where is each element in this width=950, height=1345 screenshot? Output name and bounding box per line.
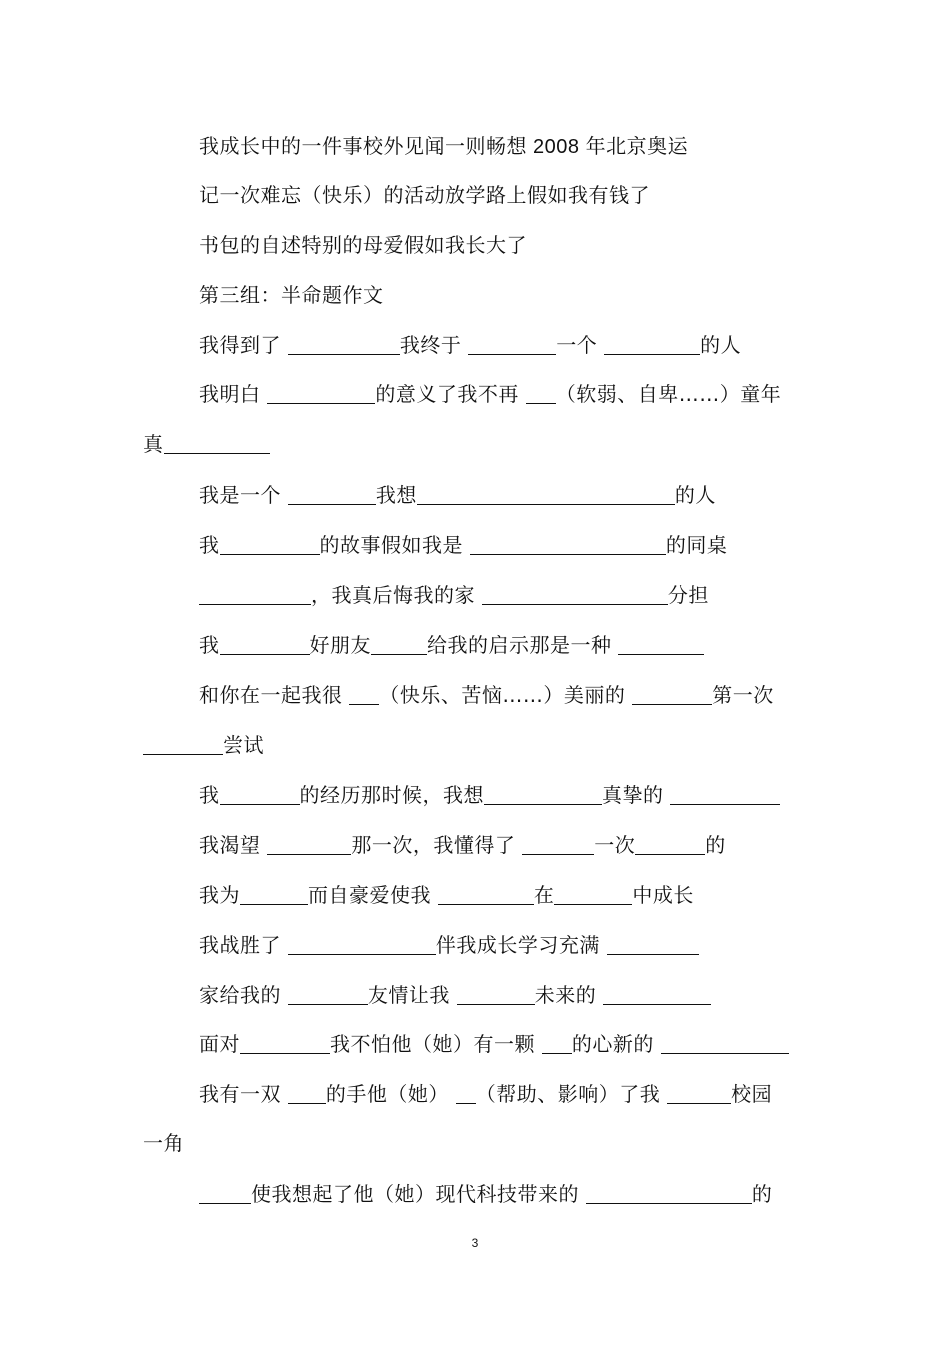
topic-line-2: 记一次难忘（快乐）的活动放学路上假如我有钱了 (199, 183, 650, 207)
fill-blank (542, 1033, 572, 1054)
fill-blank (143, 734, 223, 755)
prompt-line-9: 我渴望 那一次，我懂得了 一次 的 (199, 833, 726, 857)
prompt-line-7-cont: 尝试 (143, 731, 264, 759)
fill-blank (632, 684, 712, 705)
fill-blank (288, 334, 400, 355)
section-heading: 第三组：半命题作文 (199, 283, 384, 307)
prompt-line-7: 和你在一起我很 （快乐、苦恼……）美丽的 第一次 (199, 683, 774, 707)
fill-blank (484, 784, 602, 805)
fill-blank (456, 1083, 476, 1104)
fill-blank (661, 1033, 789, 1054)
prompt-line-4: 我 的故事假如我是 的同桌 (199, 533, 728, 557)
fill-blank (635, 834, 705, 855)
prompt-line-6: 我 好朋友 给我的启示那是一种 (199, 631, 704, 659)
fill-blank (267, 834, 351, 855)
fill-blank (482, 584, 668, 605)
fill-blank (604, 334, 700, 355)
fill-blank (603, 984, 711, 1005)
fill-blank (288, 984, 368, 1005)
fill-blank (667, 1083, 731, 1104)
fill-blank (457, 984, 535, 1005)
prompt-line-13: 面对 我不怕他（她）有一颗 的心新的 (199, 1030, 789, 1058)
prompt-line-3: 我是一个 我想 的人 (199, 483, 716, 507)
prompt-line-12: 家给我的 友情让我 未来的 (199, 981, 711, 1009)
fill-blank (554, 884, 632, 905)
fill-blank (288, 934, 436, 955)
fill-blank (526, 383, 556, 404)
fill-blank (288, 1083, 326, 1104)
fill-blank (220, 534, 320, 555)
fill-blank (349, 684, 379, 705)
prompt-line-5: ，我真后悔我的家 分担 (199, 581, 709, 609)
fill-blank (220, 634, 310, 655)
fill-blank (240, 884, 308, 905)
fill-blank (371, 634, 427, 655)
prompt-line-14-cont: 一角 (143, 1131, 184, 1155)
prompt-line-8: 我 的经历那时候，我想 真挚的 (199, 781, 780, 809)
fill-blank (240, 1033, 330, 1054)
prompt-line-14: 我有一双 的手他（她） （帮助、影响）了我 校园 (199, 1082, 773, 1106)
fill-blank (470, 534, 666, 555)
prompt-line-15: 使我想起了他（她）现代科技带来的 的 (199, 1180, 772, 1208)
fill-blank (607, 934, 699, 955)
topic-line-1: 我成长中的一件事校外见闻一则畅想 2008 年北京奥运 (199, 134, 689, 158)
fill-blank (522, 834, 594, 855)
fill-blank (220, 784, 300, 805)
fill-blank (417, 484, 675, 505)
fill-blank (468, 334, 556, 355)
fill-blank (267, 383, 375, 404)
fill-blank (438, 884, 534, 905)
topic-line-3: 书包的自述特别的母爱假如我长大了 (199, 233, 527, 257)
fill-blank (164, 433, 270, 454)
fill-blank (618, 634, 704, 655)
page-number: 3 (471, 1236, 479, 1250)
prompt-line-2: 我明白 的意义了我不再 （软弱、自卑……）童年 (199, 382, 782, 406)
fill-blank (586, 1183, 752, 1204)
prompt-line-2-cont: 真 (143, 430, 270, 458)
fill-blank (288, 484, 376, 505)
prompt-line-11: 我战胜了 伴我成长学习充满 (199, 931, 699, 959)
fill-blank (199, 1183, 251, 1204)
prompt-line-1: 我得到了 我终于 一个 的人 (199, 333, 742, 357)
fill-blank (670, 784, 780, 805)
fill-blank (199, 584, 311, 605)
prompt-line-10: 我为 而自豪爱使我 在 中成长 (199, 883, 694, 907)
